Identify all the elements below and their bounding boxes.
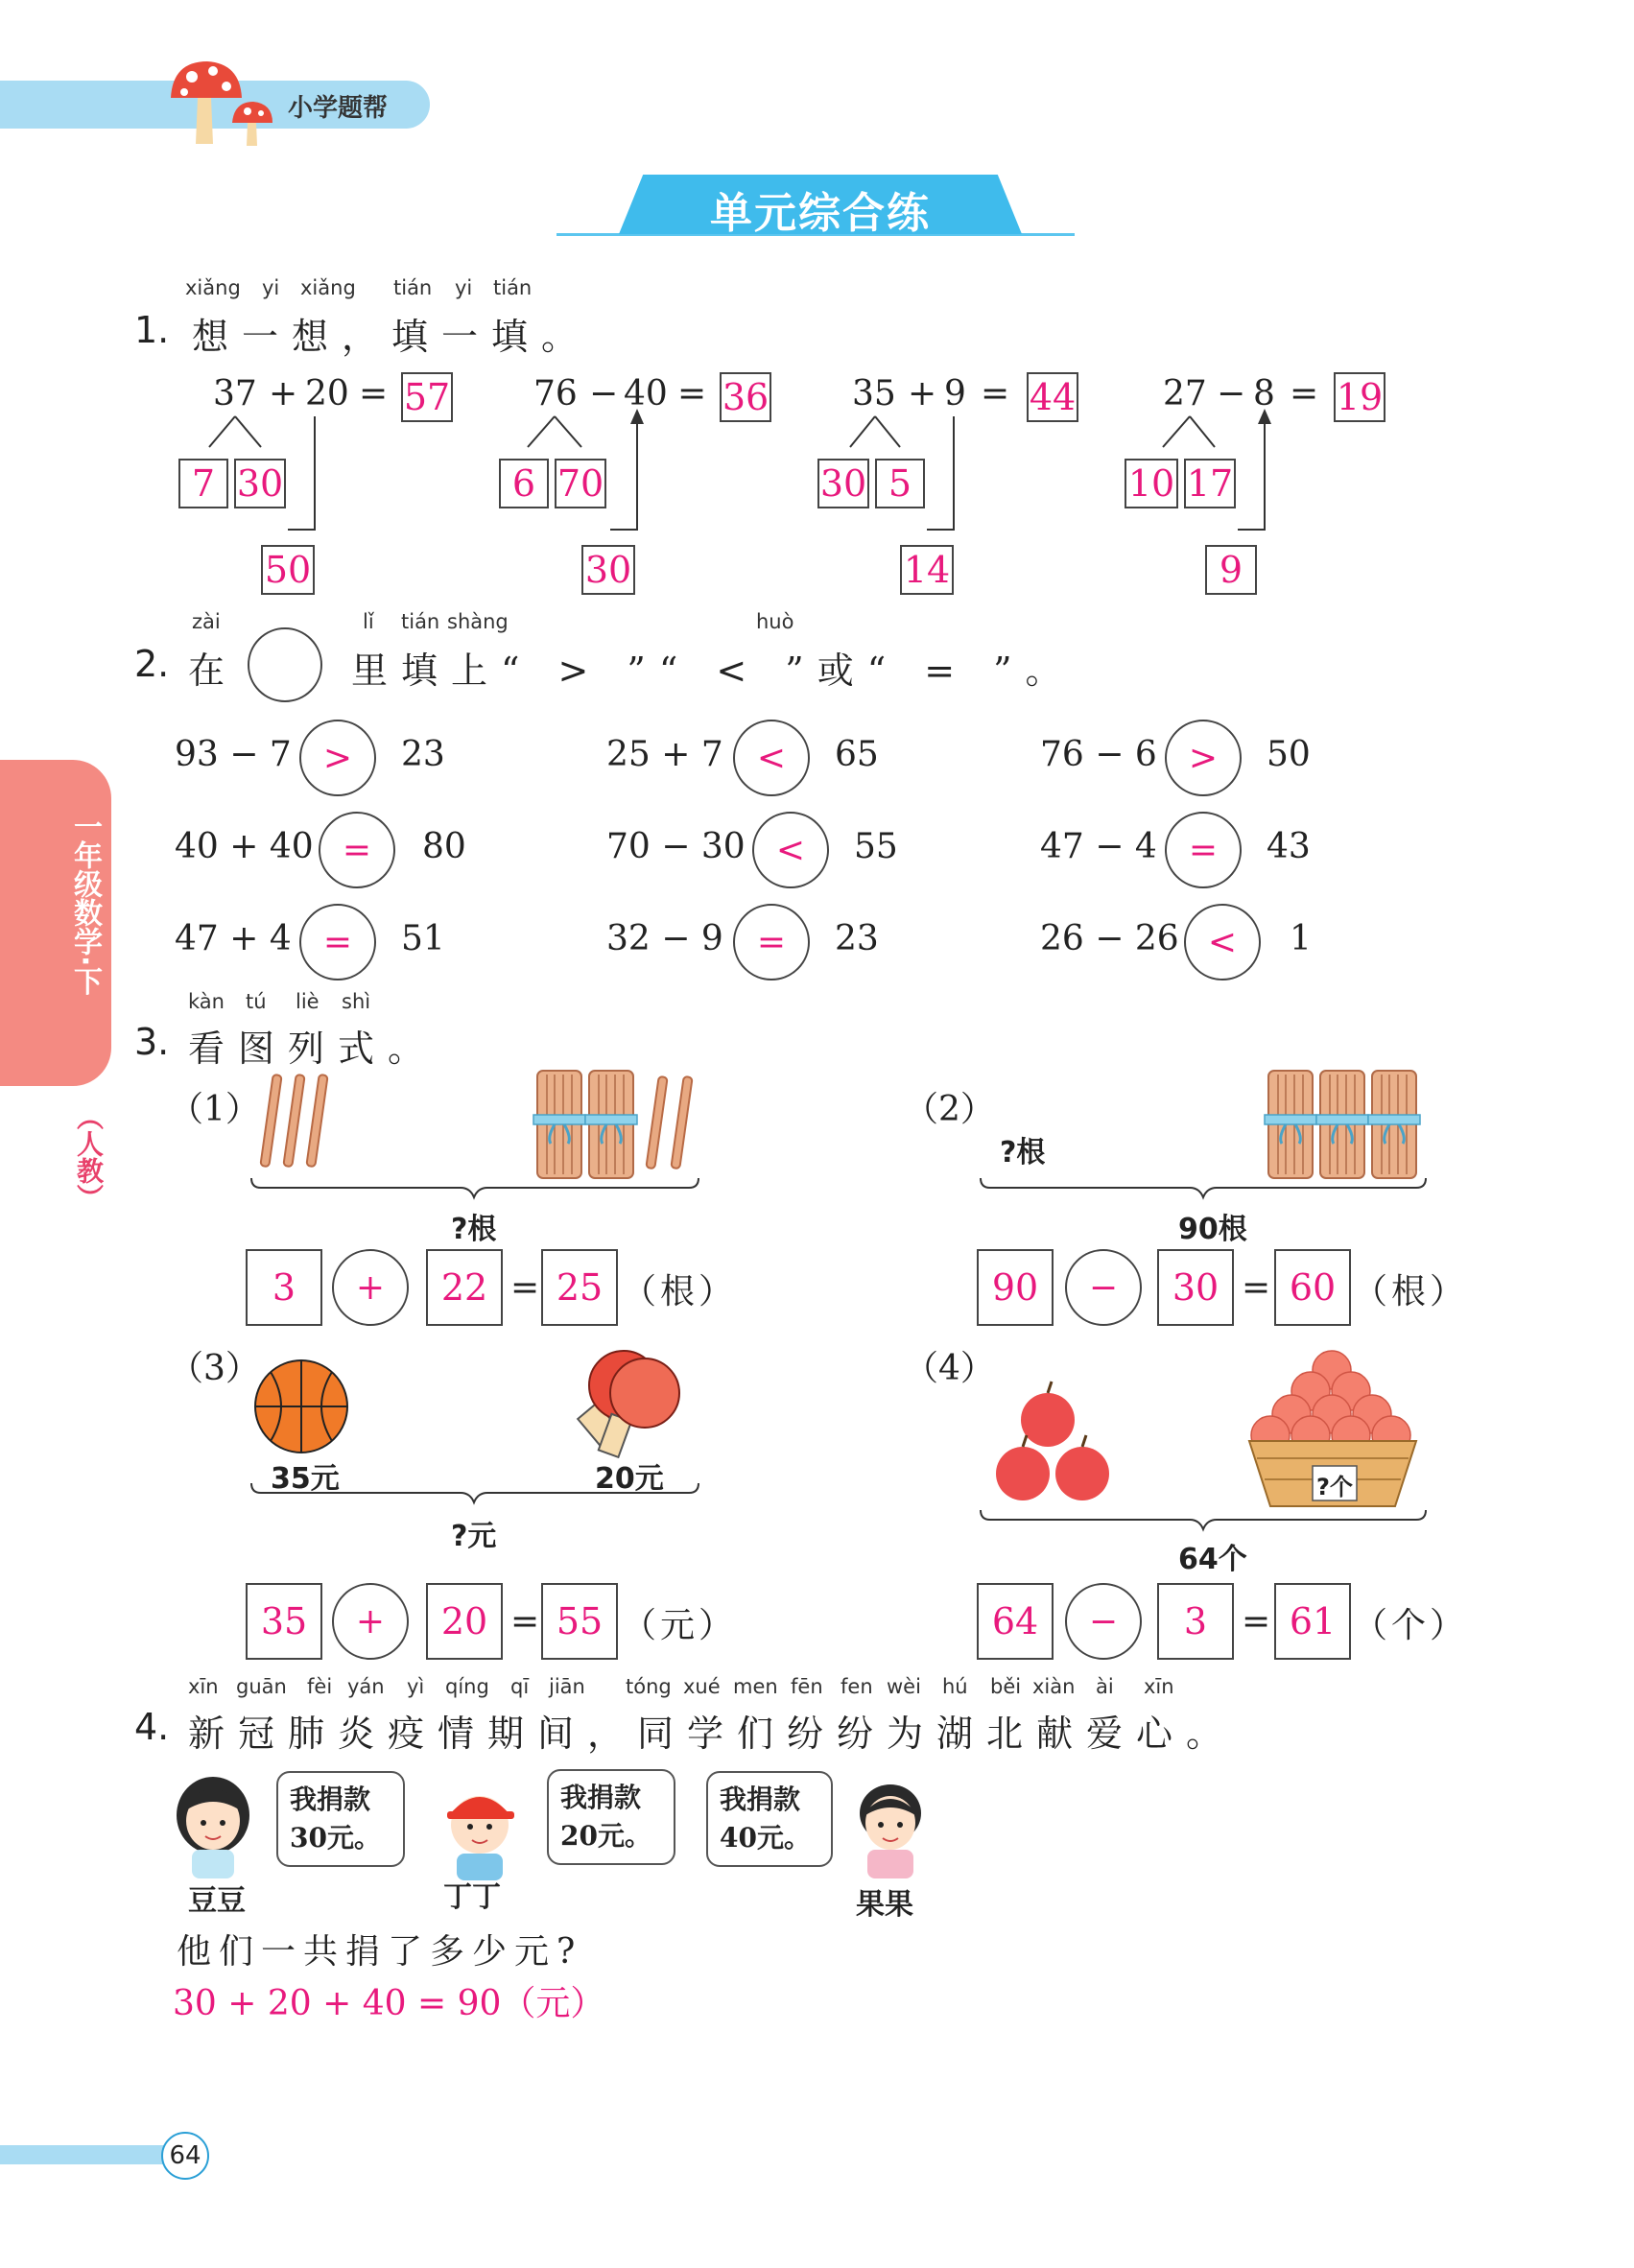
q4-answer[interactable]: 30 + 20 + 40 = 90（元） bbox=[173, 1984, 605, 2023]
q1-number: 1. bbox=[134, 309, 170, 351]
q1-pinyin-2: yi bbox=[262, 276, 280, 299]
q2-pinyin-2: lǐ bbox=[363, 610, 374, 633]
q1-item4-a: 27 bbox=[1163, 374, 1207, 413]
q4-pinyin: běi bbox=[990, 1675, 1022, 1698]
guoguo-speech-bubble bbox=[706, 1771, 833, 1867]
q3-p1-eq: = bbox=[510, 1268, 540, 1308]
q3-number: 3. bbox=[134, 1021, 170, 1063]
doudou-speech-bubble bbox=[276, 1771, 405, 1867]
q4-pinyin: qī bbox=[510, 1675, 530, 1698]
q4-pinyin: wèi bbox=[887, 1675, 921, 1698]
dingding-say-1: 我捐款 bbox=[560, 1782, 642, 1813]
q4-pinyin: qíng bbox=[445, 1675, 489, 1698]
q2-r2c1-sign[interactable]: = bbox=[319, 812, 395, 888]
q1-item3-eq: = bbox=[981, 374, 1010, 413]
footer-bar bbox=[0, 2145, 169, 2164]
q3-p1-brace bbox=[251, 1178, 699, 1197]
q3-p4-answer[interactable]: 61 bbox=[1274, 1583, 1351, 1660]
q3-p3-answer[interactable]: 55 bbox=[541, 1583, 618, 1660]
q3-p1-tag: （1） bbox=[169, 1090, 260, 1129]
q3-p3-price1: 35元 bbox=[271, 1462, 340, 1496]
q3-p1-answer[interactable]: 25 bbox=[541, 1249, 618, 1326]
q4-number: 4. bbox=[134, 1706, 170, 1748]
q2-r3c1-sign[interactable]: = bbox=[299, 904, 376, 980]
q1-item4-op: − bbox=[1217, 374, 1246, 413]
q2-r2c1-left: 40 + 40 bbox=[175, 827, 314, 866]
q1-connectors bbox=[0, 0, 1634, 672]
q1-item2-split-1[interactable]: 6 bbox=[499, 459, 549, 508]
q3-p4-unit: （个） bbox=[1353, 1606, 1469, 1645]
q2-r2c3-sign[interactable]: = bbox=[1165, 812, 1242, 888]
q2-r3c1-right: 51 bbox=[401, 919, 445, 958]
q3-p4-basket-label: ?个 bbox=[1316, 1474, 1353, 1500]
q1-item3-a: 35 bbox=[852, 374, 896, 413]
q2-r1c3-left: 76 − 6 bbox=[1040, 735, 1157, 774]
guoguo-avatar-icon bbox=[860, 1784, 921, 1878]
q1-item3-answer[interactable]: 44 bbox=[1027, 372, 1078, 422]
q3-p4-tag: （4） bbox=[904, 1349, 995, 1388]
q2-r1c1-sign[interactable]: > bbox=[299, 720, 376, 796]
q3-text: 看图列式。 bbox=[188, 1028, 438, 1070]
q3-p3-basketball-icon bbox=[255, 1360, 347, 1453]
q2-pinyin-5: huò bbox=[756, 610, 794, 633]
q2-blank-circle-icon bbox=[248, 627, 322, 702]
q3-p1-b[interactable]: 22 bbox=[426, 1249, 503, 1326]
brand-label: 小学题帮 bbox=[288, 94, 389, 123]
q4-pinyin: yán bbox=[347, 1675, 385, 1698]
q3-p1-single-sticks bbox=[260, 1075, 327, 1167]
q3-pinyin-1: kàn bbox=[188, 990, 225, 1013]
q3-p3-eq: = bbox=[510, 1602, 540, 1642]
q2-pinyin-4: shàng bbox=[447, 610, 509, 633]
q1-item3-b: 9 bbox=[944, 374, 966, 413]
q3-p1-label: ?根 bbox=[451, 1213, 497, 1246]
q1-text: 想一想，填一填。 bbox=[192, 316, 592, 358]
q2-r2c2-left: 70 − 30 bbox=[606, 827, 746, 866]
q4-pinyin: xīn bbox=[188, 1675, 219, 1698]
guoguo-name: 果果 bbox=[856, 1888, 913, 1922]
q4-text: 新冠肺炎疫情期间，同学们纷纷为湖北献爱心。 bbox=[188, 1713, 1237, 1755]
q4-pinyin: fèi bbox=[307, 1675, 333, 1698]
q2-r3c2-left: 32 − 9 bbox=[606, 919, 723, 958]
q2-r3c1-left: 47 + 4 bbox=[175, 919, 292, 958]
q2-text-b: 里填上“ > ”“ < ”或“ = ”。 bbox=[351, 650, 1076, 692]
doudou-name: 豆豆 bbox=[188, 1884, 246, 1918]
q2-number: 2. bbox=[134, 643, 170, 685]
q2-r1c3-right: 50 bbox=[1267, 735, 1311, 774]
q2-text-a: 在 bbox=[188, 650, 239, 692]
q2-r2c2-right: 55 bbox=[854, 827, 898, 866]
q4-pinyin: hú bbox=[942, 1675, 968, 1698]
q2-r2c2-sign[interactable]: < bbox=[752, 812, 829, 888]
q3-p2-brace bbox=[981, 1178, 1426, 1197]
q3-p3-label: ?元 bbox=[451, 1520, 497, 1553]
q3-p3-a[interactable]: 35 bbox=[246, 1583, 322, 1660]
q3-p4-label: 64个 bbox=[1178, 1543, 1247, 1576]
q2-r1c3-sign[interactable]: > bbox=[1165, 720, 1242, 796]
q4-pinyin: fēn bbox=[791, 1675, 823, 1698]
q3-p3-pingpong-paddle-icon bbox=[578, 1351, 679, 1457]
q3-p2-eq: = bbox=[1242, 1268, 1271, 1308]
q2-r3c3-sign[interactable]: < bbox=[1184, 904, 1261, 980]
dingding-speech-bubble bbox=[547, 1769, 675, 1865]
page-number: 64 bbox=[161, 2132, 209, 2180]
q2-pinyin-3: tián bbox=[401, 610, 440, 633]
q1-item2-eq: = bbox=[677, 374, 707, 413]
side-edition-label: （人教） bbox=[73, 1103, 105, 1211]
q1-item2-op: − bbox=[589, 374, 619, 413]
q1-pinyin-1: xiǎng bbox=[185, 276, 241, 299]
q1-pinyin-3: xiǎng bbox=[300, 276, 356, 299]
q3-p2-unit: （根） bbox=[1353, 1272, 1469, 1311]
q3-p3-tag: （3） bbox=[169, 1349, 260, 1388]
q4-pinyin: jiān bbox=[549, 1675, 585, 1698]
q2-r2c3-left: 47 − 4 bbox=[1040, 827, 1157, 866]
q1-item4-split-1[interactable]: 10 bbox=[1125, 459, 1178, 508]
q1-item2-b: 40 bbox=[624, 374, 668, 413]
doudou-avatar-icon bbox=[177, 1777, 249, 1878]
q3-p1-op[interactable]: + bbox=[332, 1249, 409, 1326]
q3-p3-unit: （元） bbox=[622, 1606, 738, 1645]
q3-p4-b[interactable]: 3 bbox=[1157, 1583, 1234, 1660]
q2-r3c2-sign[interactable]: = bbox=[733, 904, 810, 980]
q1-item4-b: 8 bbox=[1253, 374, 1275, 413]
q2-r1c2-sign[interactable]: < bbox=[733, 720, 810, 796]
q3-p2-b[interactable]: 30 bbox=[1157, 1249, 1234, 1326]
q3-p2-top-label: ?根 bbox=[1000, 1136, 1046, 1169]
q3-p4-op[interactable]: − bbox=[1065, 1583, 1142, 1660]
q3-p3-b[interactable]: 20 bbox=[426, 1583, 503, 1660]
q3-p3-op[interactable]: + bbox=[332, 1583, 409, 1660]
q4-question: 他们一共捐了多少元? bbox=[177, 1932, 583, 1972]
q2-r3c3-right: 1 bbox=[1290, 919, 1312, 958]
q1-item4-split-2[interactable]: 17 bbox=[1184, 459, 1236, 508]
q1-item1-b: 20 bbox=[305, 374, 349, 413]
q2-r1c1-right: 23 bbox=[401, 735, 445, 774]
q1-item2-a: 76 bbox=[533, 374, 578, 413]
q1-item1-mid[interactable]: 50 bbox=[261, 545, 315, 595]
q3-p3-price2: 20元 bbox=[595, 1462, 664, 1496]
q1-item3-split-2[interactable]: 5 bbox=[875, 459, 925, 508]
q2-r1c1-left: 93 − 7 bbox=[175, 735, 292, 774]
q2-pinyin-1: zài bbox=[192, 610, 221, 633]
q1-pinyin-6: tián bbox=[493, 276, 533, 299]
dingding-name: 丁丁 bbox=[443, 1880, 501, 1914]
q2-r3c3-left: 26 − 26 bbox=[1040, 919, 1179, 958]
q2-r1c2-left: 25 + 7 bbox=[606, 735, 723, 774]
dingding-avatar-icon bbox=[447, 1796, 514, 1880]
q3-p1-unit: （根） bbox=[622, 1272, 738, 1311]
q4-pinyin: guān bbox=[236, 1675, 287, 1698]
q1-item4-eq: = bbox=[1290, 374, 1319, 413]
q3-p4-eq: = bbox=[1242, 1602, 1271, 1642]
q1-item1-a: 37 bbox=[213, 374, 257, 413]
q2-r3c2-right: 23 bbox=[835, 919, 879, 958]
q1-item1-answer[interactable]: 57 bbox=[401, 372, 453, 422]
q4-pinyin: tóng bbox=[626, 1675, 672, 1698]
guoguo-say-2: 40元。 bbox=[720, 1822, 811, 1854]
q2-r2c3-right: 43 bbox=[1267, 827, 1311, 866]
q3-p4-a[interactable]: 64 bbox=[977, 1583, 1054, 1660]
q3-p2-tag: （2） bbox=[904, 1090, 995, 1129]
q4-pinyin: men bbox=[733, 1675, 778, 1698]
guoguo-say-1: 我捐款 bbox=[720, 1784, 801, 1815]
side-grade-label: 一年级数学·下 bbox=[68, 812, 102, 996]
q3-pinyin-4: shì bbox=[342, 990, 371, 1013]
q3-p2-a[interactable]: 90 bbox=[977, 1249, 1054, 1326]
q1-item1-split-2[interactable]: 30 bbox=[234, 459, 286, 508]
q1-item4-mid[interactable]: 9 bbox=[1205, 545, 1257, 595]
dingding-say-2: 20元。 bbox=[560, 1820, 651, 1852]
q4-pinyin: fen bbox=[841, 1675, 873, 1698]
q4-pinyin: xiàn bbox=[1032, 1675, 1076, 1698]
q1-pinyin-5: yi bbox=[455, 276, 473, 299]
q3-p1-bundles bbox=[533, 1071, 693, 1178]
q4-pinyin: ài bbox=[1096, 1675, 1114, 1698]
q3-p1-a[interactable]: 3 bbox=[246, 1249, 322, 1326]
q1-item1-op: + bbox=[269, 374, 298, 413]
q1-item1-split-1[interactable]: 7 bbox=[178, 459, 228, 508]
q4-pinyin: yì bbox=[407, 1675, 425, 1698]
doudou-say-2: 30元。 bbox=[290, 1822, 381, 1854]
q1-item2-mid[interactable]: 30 bbox=[581, 545, 635, 595]
q3-pinyin-3: liè bbox=[296, 990, 320, 1013]
q3-p2-label: 90根 bbox=[1178, 1213, 1247, 1246]
q3-p4-apples-icon bbox=[996, 1382, 1109, 1500]
q3-p2-answer[interactable]: 60 bbox=[1274, 1249, 1351, 1326]
doudou-say-1: 我捐款 bbox=[290, 1784, 371, 1815]
q3-p4-brace bbox=[981, 1510, 1426, 1529]
q1-item2-answer[interactable]: 36 bbox=[720, 372, 771, 422]
q1-item2-split-2[interactable]: 70 bbox=[555, 459, 606, 508]
q1-pinyin-4: tián bbox=[393, 276, 433, 299]
q4-pinyin: xīn bbox=[1144, 1675, 1174, 1698]
q4-pinyin: xué bbox=[683, 1675, 721, 1698]
q1-item3-split-1[interactable]: 30 bbox=[817, 459, 869, 508]
q1-item3-mid[interactable]: 14 bbox=[900, 545, 954, 595]
q2-r1c2-right: 65 bbox=[835, 735, 879, 774]
q1-item3-op: + bbox=[908, 374, 937, 413]
q1-item1-eq: = bbox=[359, 374, 389, 413]
section-title: 单元综合练 bbox=[710, 189, 931, 238]
q3-pinyin-2: tú bbox=[246, 990, 267, 1013]
q2-r2c1-right: 80 bbox=[422, 827, 466, 866]
q1-item4-answer[interactable]: 19 bbox=[1334, 372, 1385, 422]
q3-p2-op[interactable]: − bbox=[1065, 1249, 1142, 1326]
